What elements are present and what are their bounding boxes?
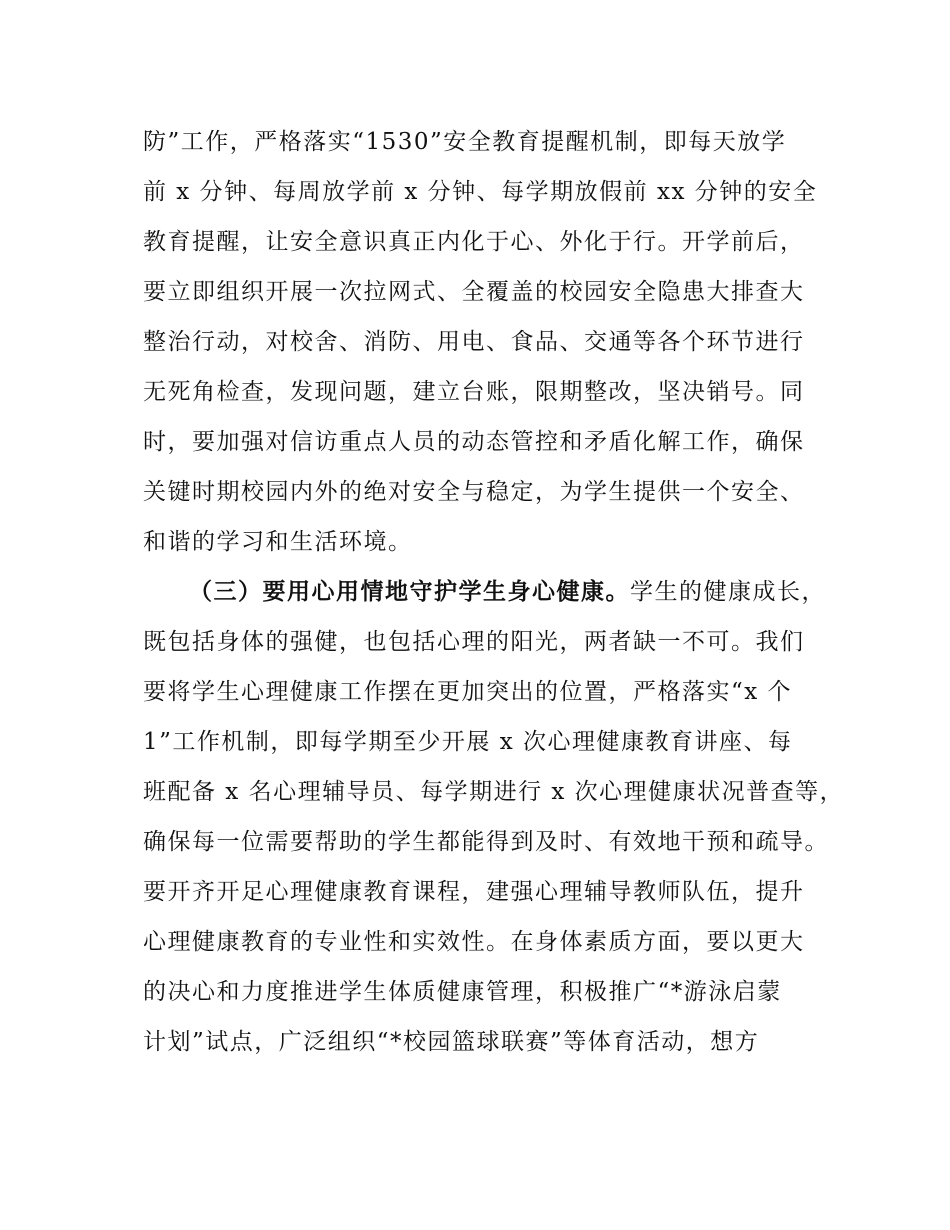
- paragraph-1-line-3: 教育提醒，让安全意识真正内化于心、外化于行。开学前后，: [143, 229, 805, 255]
- paragraph-2-line-3: 要将学生心理健康工作摆在更加突出的位置，严格落实“x 个: [143, 679, 793, 705]
- section-heading: （三）要用心用情地守护学生身心健康。: [189, 578, 630, 605]
- paragraph-2-line-2: 既包括身体的强健，也包括心理的阳光，两者缺一不可。我们: [143, 629, 805, 655]
- section-heading-continuation: 学生的健康成长，: [630, 579, 826, 605]
- paragraph-2-line-10: 计划”试点，广泛组织“*校园篮球联赛”等体育活动，想方: [143, 1029, 760, 1055]
- paragraph-1-line-4: 要立即组织开展一次拉网式、全覆盖的校园安全隐患大排查大: [143, 279, 805, 305]
- paragraph-1-line-9: 和谐的学习和生活环境。: [143, 529, 413, 555]
- paragraph-1-line-6: 无死角检查，发现问题，建立台账，限期整改，坚决销号。同: [143, 379, 805, 405]
- paragraph-2-line-6: 确保每一位需要帮助的学生都能得到及时、有效地干预和疏导。: [143, 829, 829, 855]
- paragraph-2-line-5: 班配备 x 名心理辅导员、每学期进行 x 次心理健康状况普查等，: [143, 779, 845, 805]
- paragraph-1-line-7: 时，要加强对信访重点人员的动态管控和矛盾化解工作，确保: [143, 429, 805, 455]
- paragraph-1-line-5: 整治行动，对校舍、消防、用电、食品、交通等各个环节进行: [143, 329, 805, 355]
- paragraph-2-line-4: 1”工作机制，即每学期至少开展 x 次心理健康教育讲座、每: [143, 729, 793, 755]
- paragraph-2-line-9: 的决心和力度推进学生体质健康管理，积极推广“*游泳启蒙: [143, 979, 782, 1005]
- paragraph-2-line-7: 要开齐开足心理健康教育课程，建强心理辅导教师队伍，提升: [143, 879, 805, 905]
- paragraph-2-first-line: [189, 577, 826, 607]
- paragraph-2-line-8: 心理健康教育的专业性和实效性。在身体素质方面，要以更大: [143, 929, 805, 955]
- paragraph-1-line-1: 防”工作，严格落实“1530”安全教育提醒机制，即每天放学: [143, 129, 787, 155]
- paragraph-1-line-8: 关键时期校园内外的绝对安全与稳定，为学生提供一个安全、: [143, 479, 805, 505]
- paragraph-1-line-2: 前 x 分钟、每周放学前 x 分钟、每学期放假前 xx 分钟的安全: [143, 179, 818, 205]
